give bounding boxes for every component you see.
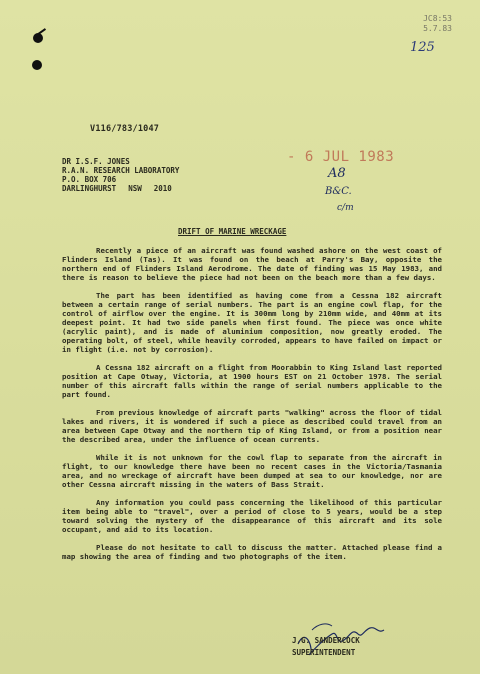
file-stamp-line2: 5.7.83 xyxy=(423,24,452,33)
paragraph-7: Please do not hesitate to call to discuss the matter. Attached please find a map showing the area of finding and two photographs of the item. xyxy=(62,542,442,561)
addressee-block xyxy=(62,157,179,193)
subject-heading: DRIFT OF MARINE WRECKAGE xyxy=(178,227,287,236)
folio-number: 125 xyxy=(410,40,435,55)
signatory-title: SUPERINTENDENT xyxy=(292,648,356,657)
addressee-box: P.O. BOX 706 xyxy=(62,175,117,184)
file-stamp xyxy=(423,14,452,34)
addressee-suburb: DARLINGHURST xyxy=(62,184,117,193)
punch-hole-bottom xyxy=(32,60,42,70)
paragraph-6: Any information you could pass concerning the likelihood of this particular item being able to "travel", over a period of close to 5 years, would be a step toward solving the mystery of the disappearance of this aircraft and its sole occupant, and aid to its location. xyxy=(62,497,442,534)
signatory-name: J.G. SANDERCOCK xyxy=(292,636,360,645)
paragraph-4: From previous knowledge of aircraft parts "walking" across the floor of tidal lakes and rivers, it is wondered if such a piece as described could travel from an area between Cape Otway and the northern tip of King Island, or from a position near the described area, under the influence of ocean currents. xyxy=(62,407,442,445)
paragraph-5: While it is not unknown for the cowl flap to separate from the aircraft in flight, to our knowledge there have been no recent cases in the Victoria/Tasmania area, and no wreckage of aircraft have been dumped at sea to our knowledge, nor are other Cessna aircraft missing in the waters of Bass Strait. xyxy=(62,452,442,490)
addressee-locality xyxy=(62,184,179,193)
addressee-state: NSW xyxy=(128,184,142,193)
received-date-stamp: - 6 JUL 1983 xyxy=(287,149,395,165)
paragraph-1: Recently a piece of an aircraft was found washed ashore on the west coast of Flinders Island (Tas). It was found on the beach at Parry's Bay, opposite the northern end of Flinders Island Aerodrome. The date of finding was 15 May 1983, and there is reason to believe the piece had not been on the beach more than a few days. xyxy=(62,246,442,283)
handwritten-initials: A8 xyxy=(328,166,346,181)
handwritten-note-1: B&C. xyxy=(325,186,352,197)
file-stamp-line1: JC8:53 xyxy=(423,14,452,23)
addressee-postcode: 2010 xyxy=(153,184,172,193)
letter-body xyxy=(62,246,442,569)
paragraph-3: A Cessna 182 aircraft on a flight from Moorabbin to King Island last reported position at Cape Otway, Victoria, at 1900 hours EST on 21 October 1978. The serial number of this aircraft falls within the range of serial numbers applicable to the part found. xyxy=(62,363,442,400)
reference-number: V116/783/1047 xyxy=(90,124,160,134)
addressee-org: R.A.N. RESEARCH LABORATORY xyxy=(62,166,180,175)
handwritten-note-2: c/m xyxy=(337,203,354,213)
addressee-name: DR I.S.F. JONES xyxy=(62,157,130,166)
paragraph-2: The part has been identified as having come from a Cessna 182 aircraft between a certain range of serial numbers. The part is an engine cowl flap, for the control of airflow over the engine. It is 300mm long by 210mm wide, and 40mm at its deepest point. It had two side panels when first found. The piece was once white (acrylic paint), and is made of aluminium composition, now greatly eroded. The operating bolt, of steel, while heavily corroded, appears to have failed on impact or in flight (i.e. not by corrosion). xyxy=(62,290,442,355)
